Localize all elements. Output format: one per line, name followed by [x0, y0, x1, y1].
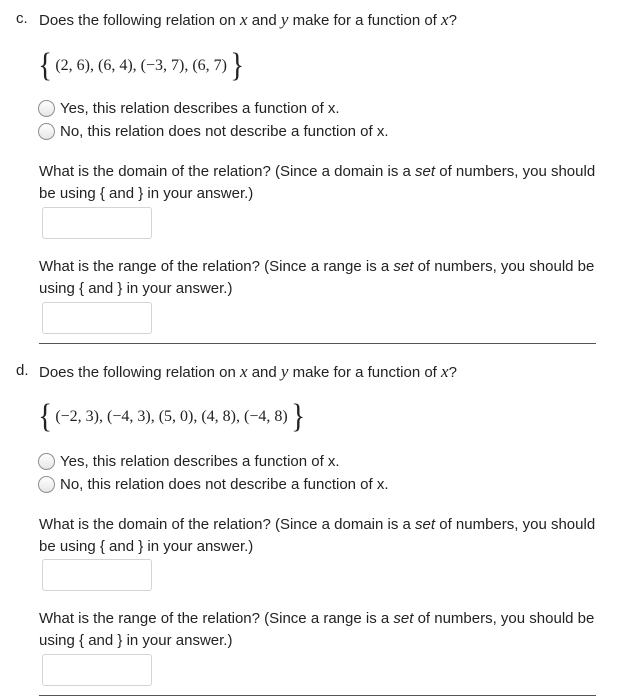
question-part: What is the range of the relation? (Since a range is a — [39, 610, 390, 627]
question-text — [39, 362, 457, 382]
question-mark: ? — [448, 12, 457, 29]
variable-x: x — [441, 10, 449, 29]
question-part: What is the domain of the relation? (Since a domain is a — [39, 516, 411, 533]
range-question — [39, 256, 599, 300]
option-yes[interactable] — [38, 453, 340, 470]
radio-button[interactable] — [38, 453, 55, 470]
relation-pairs: (2, 6), (6, 4), (−3, 7), (6, 7) — [55, 57, 227, 74]
relation-pairs: (−2, 3), (−4, 3), (5, 0), (4, 8), (−4, 8) — [55, 408, 288, 425]
question-part: What is the range of the relation? (Since a range is a — [39, 258, 390, 275]
range-question — [39, 608, 599, 652]
question-part: of numbers, you should be using { and } in your answer.) — [39, 610, 595, 649]
option-yes[interactable] — [38, 100, 340, 117]
radio-button[interactable] — [38, 100, 55, 117]
open-brace: { — [38, 398, 53, 435]
domain-question — [39, 514, 599, 558]
option-label: Yes, this relation describes a function of x. — [60, 453, 340, 470]
radio-button[interactable] — [38, 123, 55, 140]
problem-label: d. — [16, 362, 29, 379]
question-part: of numbers, you should be using { and } in your answer.) — [39, 163, 596, 202]
variable-x: x — [441, 362, 449, 381]
emphasis: set — [393, 258, 414, 275]
range-answer-input[interactable] — [42, 654, 152, 686]
emphasis: set — [415, 163, 436, 180]
variable-y: y — [280, 10, 289, 29]
question-mark: ? — [448, 364, 457, 381]
domain-answer-input[interactable] — [42, 207, 152, 239]
question-part: Does the following relation on — [39, 364, 236, 381]
question-part: and — [251, 12, 277, 29]
option-label: Yes, this relation describes a function of x. — [60, 100, 340, 117]
problem-label: c. — [16, 10, 28, 27]
domain-answer-input[interactable] — [42, 559, 152, 591]
question-part: Does the following relation on — [39, 12, 236, 29]
close-brace: } — [230, 47, 245, 84]
option-label: No, this relation does not describe a function of x. — [60, 123, 389, 140]
radio-button[interactable] — [38, 476, 55, 493]
section-divider — [39, 695, 596, 696]
question-part: of numbers, you should be using { and } in your answer.) — [39, 258, 595, 297]
relation-set — [37, 397, 306, 437]
range-answer-input[interactable] — [42, 302, 152, 334]
relation-set — [37, 46, 245, 86]
variable-x: x — [239, 362, 248, 381]
emphasis: set — [415, 516, 436, 533]
question-part: of numbers, you should be using { and } in your answer.) — [39, 516, 596, 555]
option-no[interactable] — [38, 476, 389, 493]
option-label: No, this relation does not describe a function of x. — [60, 476, 389, 493]
question-text — [39, 10, 457, 30]
variable-y: y — [280, 362, 289, 381]
section-divider — [39, 343, 596, 344]
domain-question — [39, 161, 599, 205]
close-brace: } — [290, 398, 305, 435]
question-part: make for a function of — [292, 12, 437, 29]
option-no[interactable] — [38, 123, 389, 140]
question-part: make for a function of — [292, 364, 437, 381]
emphasis: set — [393, 610, 414, 627]
question-part: and — [251, 364, 277, 381]
question-part: What is the domain of the relation? (Since a domain is a — [39, 163, 411, 180]
variable-x: x — [239, 10, 248, 29]
open-brace: { — [38, 47, 53, 84]
